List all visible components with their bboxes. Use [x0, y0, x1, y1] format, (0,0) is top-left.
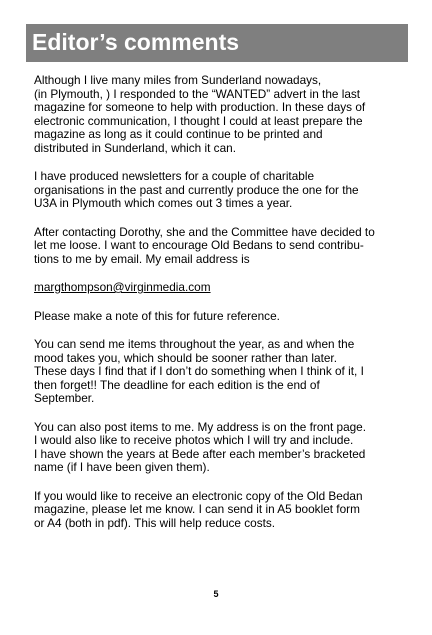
text-line: then forget!! The deadline for each edition is the end of [34, 377, 320, 392]
text-line: distributed in Sunderland, which it can. [34, 140, 236, 155]
paragraph-newsletters [34, 170, 414, 211]
article-body [34, 74, 414, 545]
text-line: Although I live many miles from Sunderland nowadays, [34, 73, 322, 87]
paragraph-deadline [34, 338, 414, 406]
text-line: Please make a note of this for future reference. [34, 308, 280, 323]
text-line: You can also post items to me. My address is on the front page. [34, 419, 367, 434]
text-line: mood takes you, which should be sooner rather than later. [34, 350, 337, 365]
text-line: These days I find that if I don’t do something when I think of it, I [34, 364, 364, 378]
text-line: I have produced newsletters for a couple of charitable [34, 169, 315, 183]
text-line: magazine as long as it could continue to be printed and [34, 127, 323, 141]
text-line: September. [34, 391, 95, 405]
text-line: U3A in Plymouth which comes out 3 times a year. [34, 196, 293, 210]
email-link[interactable]: margthompson@virginmedia.com [34, 280, 211, 294]
text-line: or A4 (both in pdf). This will help reduce costs. [34, 515, 276, 530]
text-line: electronic communication, I thought I could at least prepare the [34, 113, 363, 128]
text-line: magazine for someone to help with production. In these days of [34, 100, 366, 114]
section-header-bar [26, 24, 408, 62]
text-line: organisations in the past and currently produce the one for the [34, 182, 359, 197]
text-line: tions to me by email. My email address is [34, 251, 250, 266]
text-line: name (if I have been given them). [34, 460, 210, 474]
text-line: If you would like to receive an electronic copy of the Old Bedan [34, 488, 363, 503]
text-line: let me loose. I want to encourage Old Bedans to send contribu- [34, 238, 364, 252]
text-line: I have shown the years at Bede after each member’s bracketed [34, 446, 366, 461]
text-line: (in Plymouth, ) I responded to the “WANTED” advert in the last [34, 86, 361, 101]
paragraph-post-items [34, 421, 414, 475]
paragraph-electronic-copy [34, 490, 414, 531]
text-line: I would also like to receive photos which I will try and include. [34, 433, 354, 447]
paragraph-note [34, 310, 414, 324]
text-line: After contacting Dorothy, she and the Committee have decided to [34, 224, 375, 239]
paragraph-intro [34, 74, 414, 155]
paragraph-email [34, 281, 414, 295]
text-line: magazine, please let me know. I can send it in A5 booklet form [34, 502, 360, 516]
text-line: You can send me items throughout the year, as and when the [34, 337, 355, 351]
paragraph-contributions [34, 226, 414, 267]
page-number: 5 [213, 589, 219, 599]
page-title: Editor’s comments [32, 29, 240, 55]
